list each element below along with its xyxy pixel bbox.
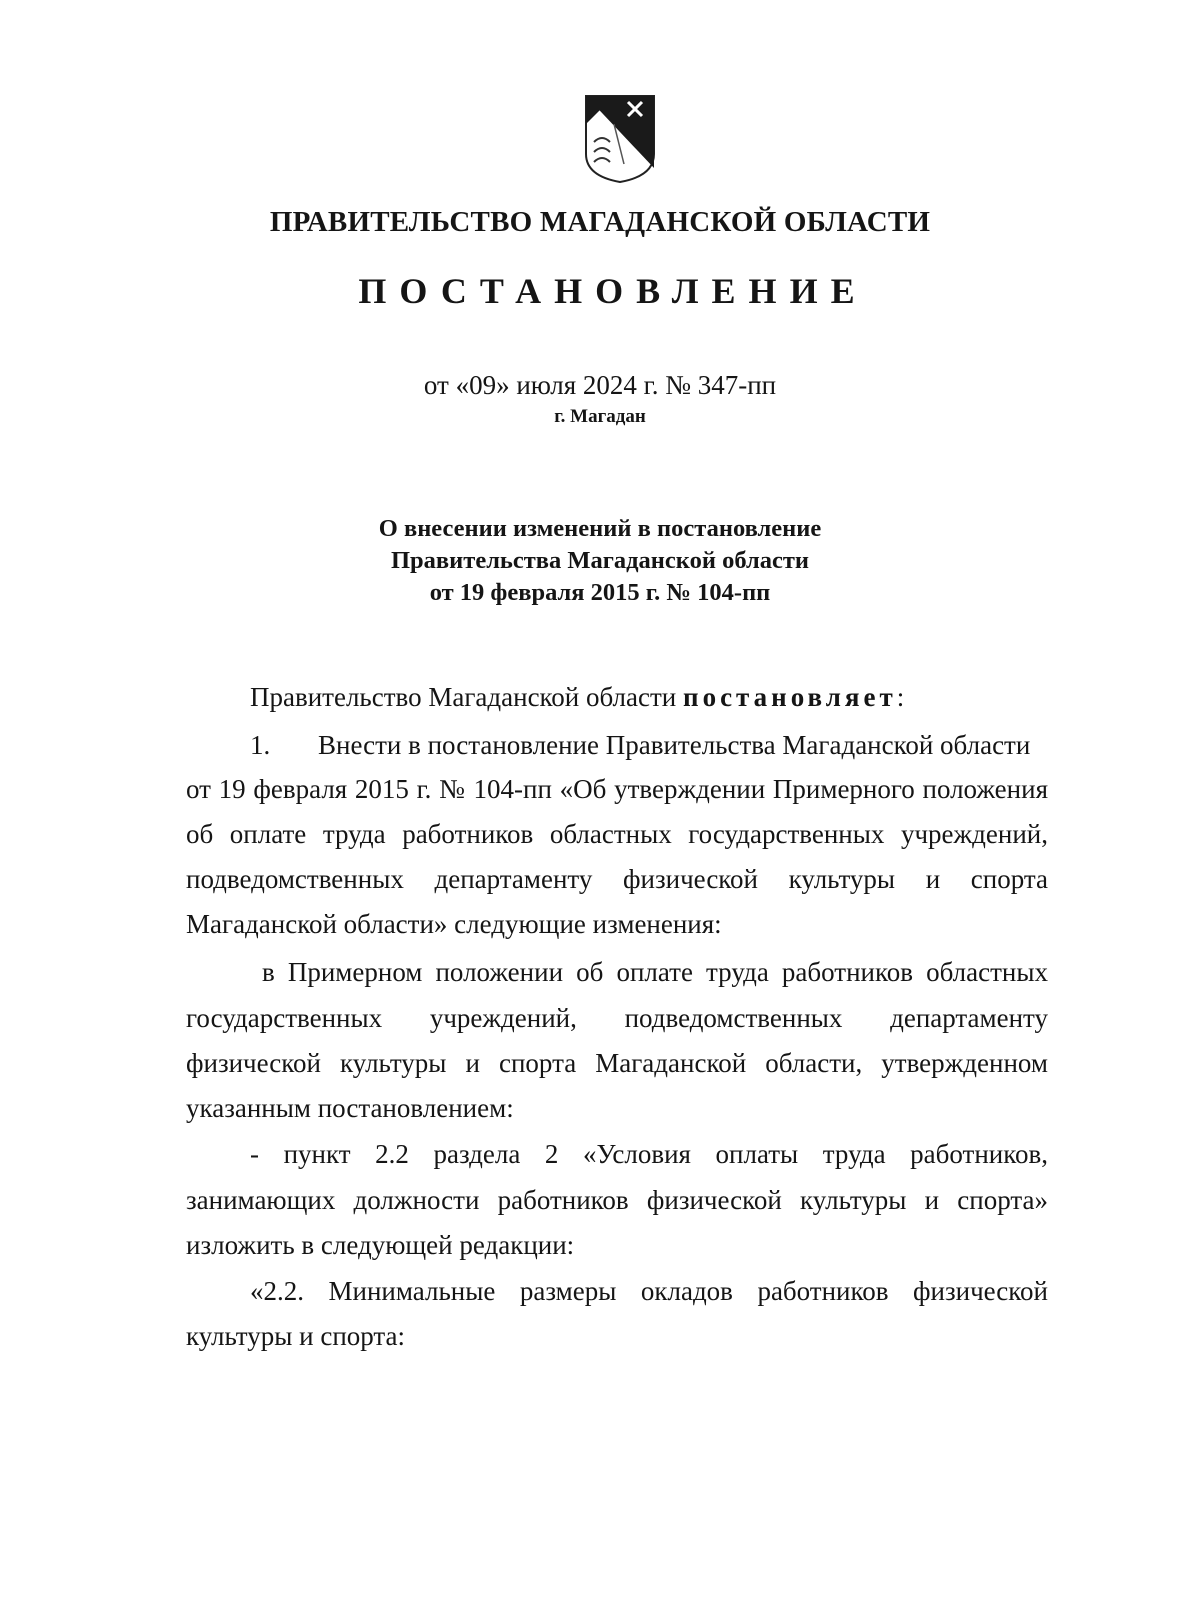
document-type: ПОСТАНОВЛЕНИЕ xyxy=(358,271,868,311)
body-line: Магаданской области» следующие изменения: xyxy=(186,909,722,939)
body-line: 1. Внести в постановление Правительства Магаданской области xyxy=(250,730,1031,760)
magadan-coat-of-arms-icon xyxy=(584,94,656,184)
subject-line: Правительства Магаданской области xyxy=(391,547,809,574)
body-line: занимающих должности работников физической культуры и спорта» xyxy=(186,1185,1048,1215)
preamble-verb: постановляет xyxy=(683,682,897,712)
body-line: указанным постановлением: xyxy=(186,1093,514,1123)
body-line: культуры и спорта: xyxy=(186,1321,406,1351)
document-date-number: от «09» июля 2024 г. № 347-пп xyxy=(423,370,777,400)
body-line: государственных учреждений, подведомственных департаменту xyxy=(186,1003,1048,1033)
body-line: изложить в следующей редакции: xyxy=(186,1230,575,1260)
preamble-text: Правительство Магаданской области xyxy=(250,682,677,712)
body-line: физической культуры и спорта Магаданской области, утвержденном xyxy=(186,1048,1048,1078)
coat-of-arms-emblem xyxy=(584,94,656,184)
subject-line: от 19 февраля 2015 г. № 104-пп xyxy=(429,579,771,606)
preamble xyxy=(250,680,904,714)
body-line: от 19 февраля 2015 г. № 104-пп «Об утверждении Примерного положения xyxy=(186,774,1048,804)
item-number: 1. xyxy=(250,730,271,760)
preamble-colon: : xyxy=(896,682,905,712)
body-line: «2.2. Минимальные размеры окладов работников физической xyxy=(250,1276,1048,1306)
body-line: об оплате труда работников областных государственных учреждений, xyxy=(186,819,1048,849)
subject-line: О внесении изменений в постановление xyxy=(378,515,822,542)
document-subject xyxy=(0,513,1200,609)
government-name: ПРАВИТЕЛЬСТВО МАГАДАНСКОЙ ОБЛАСТИ xyxy=(269,206,931,238)
body-line: - пункт 2.2 раздела 2 «Условия оплаты труда работников, xyxy=(250,1139,1048,1169)
body-line: подведомственных департаменту физической культуры и спорта xyxy=(186,864,1048,894)
document-city: г. Магадан xyxy=(554,406,646,427)
body-line: в Примерном положении об оплате труда работников областных xyxy=(262,957,1048,987)
